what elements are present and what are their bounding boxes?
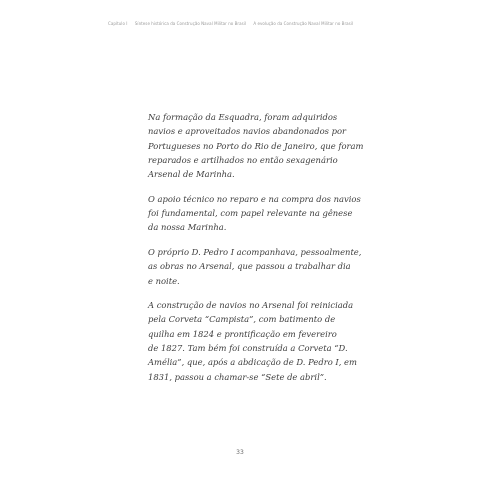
text-line: Na formação da Esquadra, foram adquiridos xyxy=(148,112,338,122)
header-title-left: Síntese histórica da Construção Naval Militar no Brasil xyxy=(134,21,247,26)
text-line: quilha em 1824 e prontificação em fevereiro xyxy=(148,328,337,339)
header-chapter: Capítulo I xyxy=(108,21,128,26)
text-line: A construção de navios no Arsenal foi reiniciada xyxy=(148,300,354,311)
text-line: reparados e artilhados no então sexagenário xyxy=(148,154,338,165)
header-title-right: A evolução da Construção Naval Militar no Brasil xyxy=(253,21,354,26)
text-line: e noite. xyxy=(148,275,180,286)
text-line: Amélia”, que, após a abdicação de D. Pedro I, em xyxy=(148,357,357,368)
text-line: navios e aproveitados navios abandonados por xyxy=(148,126,347,137)
paragraph xyxy=(148,245,362,288)
paragraph xyxy=(148,192,361,235)
text-line: foi fundamental, com papel relevante na gênese xyxy=(148,208,353,219)
paragraph xyxy=(148,298,357,384)
text-line: da nossa Marinha. xyxy=(148,222,227,233)
text-line: Arsenal de Marinha. xyxy=(148,169,235,180)
text-line: pela Corveta “Campista”, com batimento de xyxy=(148,314,336,325)
text-line: 1831, passou a chamar-se “Sete de abril”. xyxy=(148,371,327,382)
page-number: 33 xyxy=(236,449,244,456)
text-line: as obras no Arsenal, que passou a trabalhar dia xyxy=(148,261,351,272)
text-line: de 1827. Tam bém foi construída a Corveta “D. xyxy=(148,343,348,354)
paragraph xyxy=(148,110,364,181)
text-line: Portugueses no Porto do Rio de Janeiro, que foram xyxy=(148,140,364,151)
body-text xyxy=(148,110,364,394)
running-header xyxy=(108,21,408,26)
text-line: O próprio D. Pedro I acompanhava, pessoalmente, xyxy=(148,246,362,257)
text-line: O apoio técnico no reparo e na compra dos navios xyxy=(148,193,361,204)
